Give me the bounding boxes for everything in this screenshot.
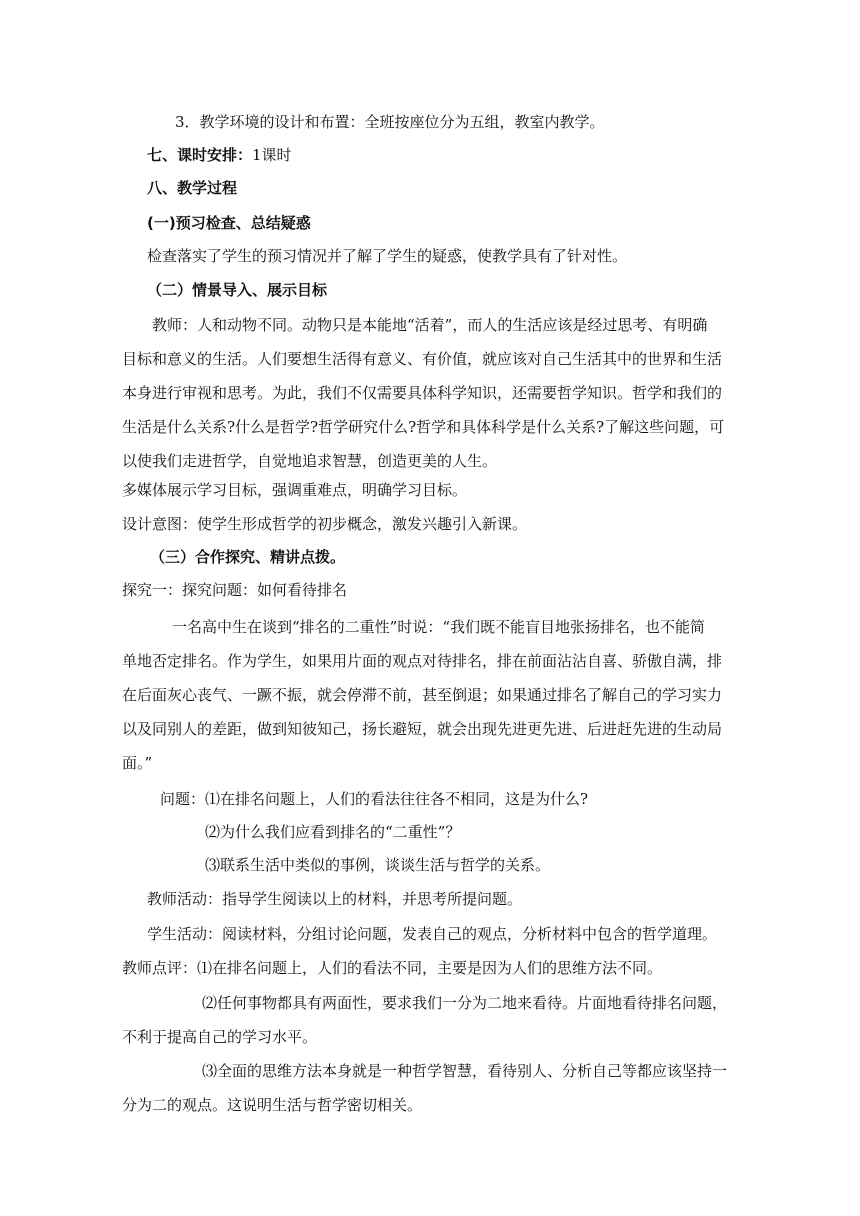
teacher-comment-one: 教师点评：⑴在排名问题上，人们的看法不同，主要是因为人们的思维方法不同。 bbox=[122, 959, 663, 977]
paragraph-student-activity: 学生活动：阅读材料，分组讨论问题，发表自己的观点，分析材料中包含的哲学道理。 bbox=[147, 925, 718, 943]
text-line: 一名高中生在谈到“排名的二重性”时说：“我们既不能盲目地张扬排名，也不能简 bbox=[172, 618, 706, 636]
text-line: 不利于提高自己的学习水平。 bbox=[122, 1028, 318, 1046]
paragraph-teaching-environment: 3．教学环境的设计和布置：全班按座位分为五组，教室内教学。 bbox=[175, 113, 605, 131]
heading-class-hours-label: 七、课时安排： bbox=[147, 146, 253, 164]
text-line: 本身进行审视和思考。为此，我们不仅需要具体科学知识，还需要哲学知识。哲学和我们的 bbox=[122, 384, 723, 402]
text-line: 分为二的观点。这说明生活与哲学密切相关。 bbox=[122, 1096, 423, 1114]
paragraph-teacher-introduction bbox=[122, 308, 724, 478]
paragraph-design-intent: 设计意图：使学生形成哲学的初步概念，激发兴趣引入新课。 bbox=[122, 515, 528, 533]
text-line: 单地否定排名。作为学生，如果用片面的观点对待排名，排在前面沾沾自喜、骄傲自满，排 bbox=[122, 652, 723, 670]
section-heading-introduction: （二）情景导入、展示目标 bbox=[147, 281, 328, 299]
paragraph-ranking-quote bbox=[122, 610, 722, 780]
text-line: 以及同别人的差距，做到知彼知己，扬长避短，就会出现先进更先进、后进赶先进的生动局 bbox=[122, 720, 723, 738]
text-line: 在后面灰心丧气、一蹶不振，就会停滞不前，甚至倒退；如果通过排名了解自己的学习实力 bbox=[122, 686, 723, 704]
teacher-comment-two bbox=[122, 986, 727, 1054]
text-line: 以使我们走进哲学，自觉地追求智慧，创造更美的人生。 bbox=[122, 452, 498, 470]
text-line: ⑵任何事物都具有两面性，要求我们一分为二地来看待。片面地看待排名问题， bbox=[202, 994, 728, 1012]
teacher-comment-three bbox=[122, 1054, 727, 1122]
paragraph-multimedia: 多媒体展示学习目标，强调重难点，明确学习目标。 bbox=[122, 481, 468, 499]
heading-class-hours bbox=[147, 145, 292, 165]
heading-teaching-process: 八、教学过程 bbox=[147, 179, 238, 197]
paragraph-preview-check: 检查落实了学生的预习情况并了解了学生的疑惑，使教学具有了针对性。 bbox=[147, 247, 628, 265]
class-hours-value: 1课时 bbox=[252, 146, 292, 164]
paragraph-teacher-activity: 教师活动：指导学生阅读以上的材料，并思考所提问题。 bbox=[147, 890, 523, 908]
question-three: ⑶联系生活中类似的事例，谈谈生活与哲学的关系。 bbox=[205, 856, 551, 874]
inquiry-one-title: 探究一：探究问题：如何看待排名 bbox=[122, 581, 348, 599]
section-heading-preview: (一)预习检查、总结疑惑 bbox=[147, 214, 311, 232]
question-two: ⑵为什么我们应看到排名的“二重性”？ bbox=[205, 823, 461, 841]
text-line: 生活是什么关系?什么是哲学?哲学研究什么?哲学和具体科学是什么关系?了解这些问题，可 bbox=[122, 418, 725, 436]
text-line: 教师：人和动物不同。动物只是本能地“活着”，而人的生活应该是经过思考、有明确 bbox=[152, 316, 708, 334]
question-one: 问题：⑴在排名问题上，人们的看法往往各不相同，这是为什么? bbox=[160, 790, 589, 808]
text-line: 目标和意义的生活。人们要想生活得有意义、有价值，就应该对自己生活其中的世界和生活 bbox=[122, 350, 723, 368]
text-line: ⑶全面的思维方法本身就是一种哲学智慧，看待别人、分析自己等都应该坚持一 bbox=[202, 1062, 728, 1080]
text-line: 面。” bbox=[122, 754, 153, 772]
section-heading-cooperative-inquiry: （三）合作探究、精讲点拨。 bbox=[150, 548, 346, 566]
